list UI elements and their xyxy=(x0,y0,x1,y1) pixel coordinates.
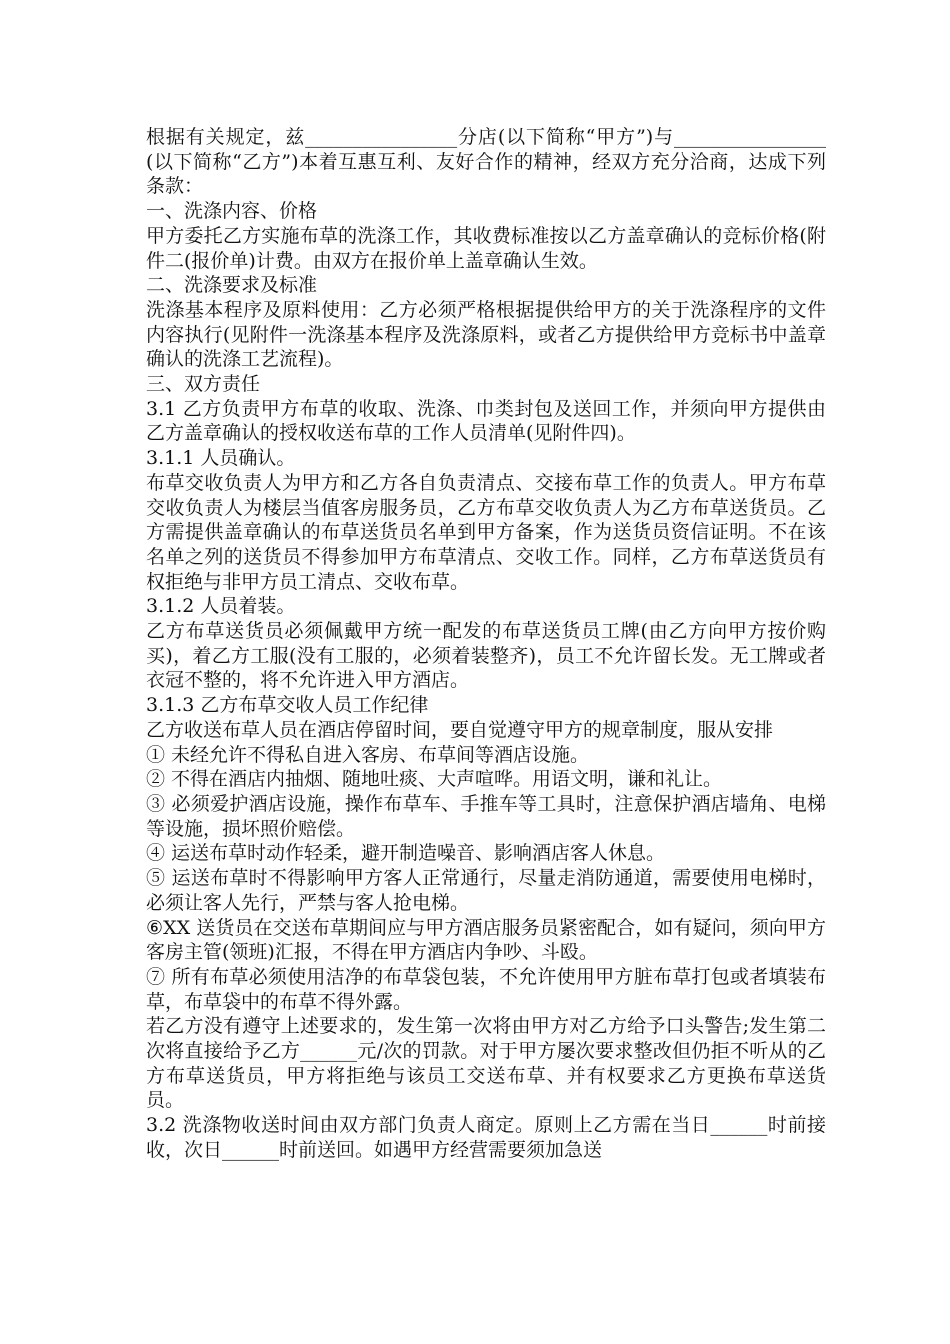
clause-3-1-3-heading: 3.1.3 乙方布草交收人员工作纪律 xyxy=(146,694,429,717)
list-item: ⑥XX 送货员在交送布草期间应与甲方酒店服务员紧密配合，如有疑问，须向甲方客房主管(领班)汇报，不得在甲方酒店内争吵、斗殴。 xyxy=(146,916,826,964)
clause-3-1-2-heading: 3.1.2 人员着装。 xyxy=(146,595,296,618)
list-item: ⑦ 所有布草必须使用洁净的布草袋包装，不允许使用甲方脏布草打包或者填装布草，布草袋中的布草不得外露。 xyxy=(146,965,826,1013)
section-heading-1: 一、洗涤内容、价格 xyxy=(146,200,318,223)
list-item: ② 不得在酒店内抽烟、随地吐痰、大声喧哗。用语文明，谦和礼让。 xyxy=(146,768,723,791)
paragraph: 洗涤基本程序及原料使用：乙方必须严格根据提供给甲方的关于洗涤程序的文件内容执行(见附件一洗涤基本程序及洗涤原料，或者乙方提供给甲方竞标书中盖章确认的洗涤工艺流程)。 xyxy=(146,298,826,371)
paragraph: 乙方布草送货员必须佩戴甲方统一配发的布草送货员工牌(由乙方向甲方按价购买)，着乙方工服(没有工服的，必须着装整齐)，员工不允许留长发。无工牌或者衣冠不整的，将不允许进入甲方酒店。 xyxy=(146,620,826,692)
paragraph: 若乙方没有遵守上述要求的，发生第一次将由甲方对乙方给予口头警告;发生第二次将直接给予乙方______元/次的罚款。对于甲方屡次要求整改但仍拒不听从的乙方布草送货员，甲方将拒绝与该员工交送布草、并有权要求乙方更换布草送货员。 xyxy=(146,1015,826,1112)
list-item: ④ 运送布草时动作轻柔，避开制造噪音、影响酒店客人休息。 xyxy=(146,842,666,865)
list-item: ③ 必须爱护酒店设施，操作布草车、手推车等工具时，注意保护酒店墙角、电梯等设施，损坏照价赔偿。 xyxy=(146,792,826,840)
paragraph: 布草交收负责人为甲方和乙方各自负责清点、交接布草工作的负责人。甲方布草交收负责人为楼层当值客房服务员，乙方布草交收负责人为乙方布草送货员。乙方需提供盖章确认的布草送货员名单到甲方备案，作为送货员资信证明。不在该名单之列的送货员不得参加甲方布草清点、交收工作。同样，乙方布草送货员有权拒绝与非甲方员工清点、交收布草。 xyxy=(146,471,826,593)
list-item: ① 未经允许不得私自进入客房、布草间等酒店设施。 xyxy=(146,743,590,766)
document-body xyxy=(146,125,826,1163)
paragraph: 甲方委托乙方实施布草的洗涤工作，其收费标准按以乙方盖章确认的竞标价格(附件二(报价单)计费。由双方在报价单上盖章确认生效。 xyxy=(146,224,826,272)
clause-3-1: 3.1 乙方负责甲方布草的收取、洗涤、巾类封包及送回工作，并须向甲方提供由乙方盖章确认的授权收送布草的工作人员清单(见附件四)。 xyxy=(146,397,826,445)
clause-3-2: 3.2 洗涤物收送时间由双方部门负责人商定。原则上乙方需在当日______时前接收，次日______时前送回。如遇甲方经营需要须加急送 xyxy=(146,1114,826,1161)
paragraph: 乙方收送布草人员在酒店停留时间，要自觉遵守甲方的规章制度，服从安排 xyxy=(146,718,774,741)
section-heading-2: 二、洗涤要求及标准 xyxy=(146,274,318,297)
section-heading-3: 三、双方责任 xyxy=(146,373,261,396)
intro-paragraph: 根据有关规定，兹________________分店(以下简称“甲方”)与________________(以下简称“乙方”)本着互惠互利、友好合作的精神，经双方充分洽商，达成下列条款： xyxy=(146,126,826,198)
list-item: ⑤ 运送布草时不得影响甲方客人正常通行，尽量走消防通道，需要使用电梯时，必须让客人先行，严禁与客人抢电梯。 xyxy=(146,867,826,914)
clause-3-1-1-heading: 3.1.1 人员确认。 xyxy=(146,447,296,470)
